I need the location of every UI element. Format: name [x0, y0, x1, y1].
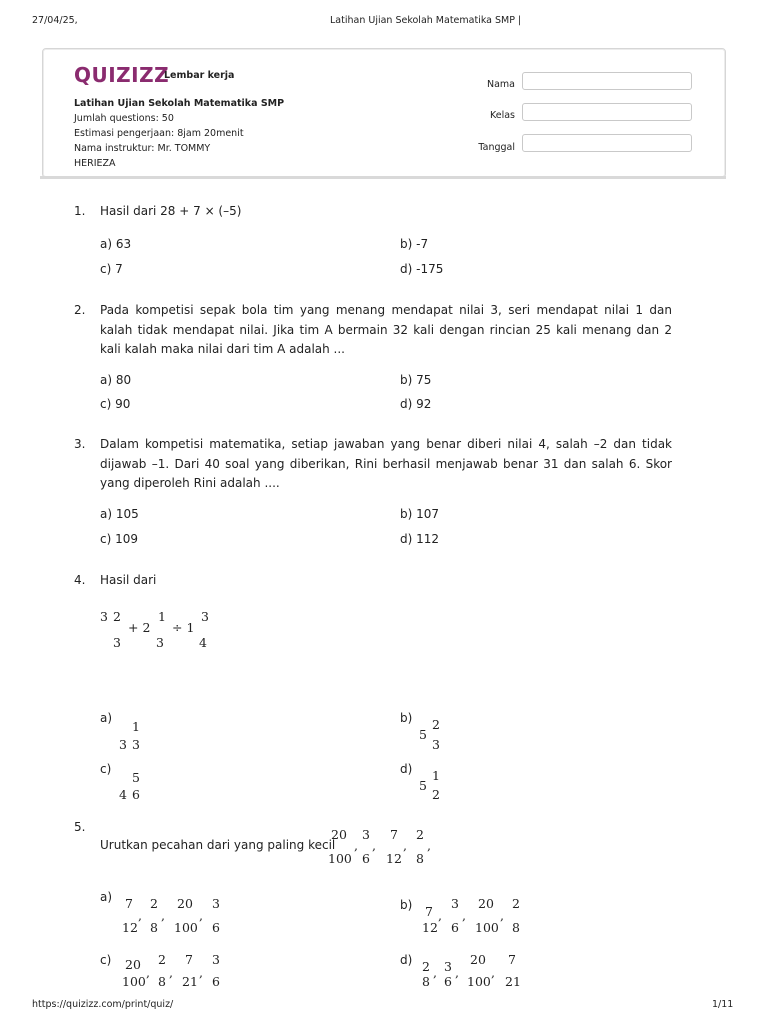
option-b: b) 107 [400, 507, 440, 521]
opt-num: 20 [470, 952, 486, 967]
expr-num: 2 [113, 609, 121, 624]
frac-sep: , [433, 965, 437, 980]
expr-den: 3 [113, 635, 121, 650]
frac-sep: , [146, 965, 150, 980]
frac-sep: , [199, 908, 203, 923]
opt-num: 2 [158, 952, 166, 967]
option-c-whole: 4 [119, 787, 127, 802]
frac-sep: , [500, 908, 504, 923]
option-d-letter: d) [400, 953, 413, 967]
opt-num: 20 [125, 957, 141, 972]
question-text: Hasil dari [100, 573, 157, 587]
opt-den: 12 [122, 920, 138, 935]
time-estimate: Estimasi pengerjaan: 8jam 20menit [74, 128, 244, 139]
header-divider [40, 176, 726, 179]
name-label: Nama [486, 79, 515, 90]
option-b-whole: 5 [419, 727, 427, 742]
opt-den: 21 [182, 974, 198, 989]
question-text: Dalam kompetisi matematika, setiap jawaban yang benar diberi nilai 4, salah –2 dan tidak dijawab –1. Dari 40 soal yang diberikan, Rini berhasil menjawab benar 31 dan salah 6. Skor yang diperoleh Rini adalah .... [100, 437, 672, 490]
option-d-letter: d) [400, 762, 413, 776]
option-c: c) 109 [100, 532, 138, 546]
print-title: Latihan Ujian Sekolah Matematika SMP | [330, 15, 522, 26]
frac-sep: , [199, 965, 203, 980]
frac-den: 100 [328, 851, 352, 866]
date-field[interactable] [522, 134, 692, 152]
frac-sep: , [462, 908, 466, 923]
option-a: a) 63 [100, 237, 132, 251]
frac-den: 8 [416, 851, 424, 866]
expr-whole: 3 [100, 609, 108, 624]
opt-den: 100 [174, 920, 198, 935]
frac-sep: , [169, 965, 173, 980]
opt-num: 2 [512, 896, 520, 911]
option-b-letter: b) [400, 898, 413, 912]
worksheet-label: Lembar kerja [164, 70, 235, 81]
frac-sep: , [403, 838, 407, 853]
option-b-num: 2 [432, 717, 440, 732]
opt-num: 7 [125, 896, 133, 911]
question-text: Urutkan pecahan dari yang paling kecil [100, 838, 336, 852]
opt-num: 3 [444, 959, 452, 974]
opt-num: 20 [478, 896, 494, 911]
opt-den: 6 [212, 920, 220, 935]
option-a-den: 3 [132, 737, 140, 752]
question-text: Hasil dari 28 + 7 × (–5) [100, 204, 242, 218]
page-number: 1/11 [712, 999, 734, 1010]
class-field[interactable] [522, 103, 692, 121]
option-c: c) 7 [100, 262, 123, 276]
question-number: 4. [74, 573, 86, 587]
expr-op-div: ÷ 1 [172, 620, 195, 635]
frac-sep: , [455, 965, 459, 980]
option-b: b) -7 [400, 237, 429, 251]
expr-den: 3 [156, 635, 164, 650]
opt-den: 100 [122, 974, 146, 989]
frac-sep: , [161, 908, 165, 923]
opt-den: 100 [475, 920, 499, 935]
expr-num: 3 [201, 609, 209, 624]
option-b: b) 75 [400, 373, 432, 387]
question-text: Pada kompetisi sepak bola tim yang menang mendapat nilai 3, seri mendapat nilai 1 dan kalah tidak mendapat nilai. Jika tim A bermain 32 kali dengan rincian 25 kali menang dan 2 kali kalah maka nilai dari tim A adalah ... [100, 303, 672, 356]
option-b-den: 3 [432, 737, 440, 752]
option-d: d) -175 [400, 262, 444, 276]
opt-num: 3 [451, 896, 459, 911]
opt-num: 3 [212, 952, 220, 967]
question-number: 3. [74, 437, 86, 451]
class-label: Kelas [489, 110, 515, 121]
option-a: a) 80 [100, 373, 132, 387]
opt-den: 12 [422, 920, 438, 935]
opt-den: 6 [451, 920, 459, 935]
frac-sep: , [354, 838, 358, 853]
option-d: d) 92 [400, 397, 432, 411]
frac-num: 2 [416, 827, 424, 842]
name-field[interactable] [522, 72, 692, 90]
expr-op-plus: + 2 [128, 620, 151, 635]
frac-sep: , [138, 908, 142, 923]
opt-den: 21 [505, 974, 521, 989]
quiz-info [74, 96, 374, 171]
opt-num: 7 [425, 904, 433, 919]
opt-den: 8 [150, 920, 158, 935]
frac-sep: , [427, 838, 431, 853]
question-number: 1. [74, 204, 86, 218]
option-d-num: 1 [432, 768, 440, 783]
opt-num: 2 [150, 896, 158, 911]
opt-den: 8 [422, 974, 430, 989]
frac-num: 3 [362, 827, 370, 842]
instructor-name-cont: HERIEZA [74, 158, 116, 169]
frac-sep: , [372, 838, 376, 853]
question-count: Jumlah questions: 50 [74, 113, 174, 124]
print-date: 27/04/25, [32, 15, 78, 26]
frac-num: 7 [390, 827, 398, 842]
opt-num: 3 [212, 896, 220, 911]
frac-num: 20 [331, 827, 347, 842]
question-number: 2. [74, 303, 86, 317]
option-a-whole: 3 [119, 737, 127, 752]
expr-num: 1 [158, 609, 166, 624]
instructor-name: Nama instruktur: Mr. TOMMY [74, 143, 211, 154]
option-c: c) 90 [100, 397, 131, 411]
opt-num: 2 [422, 959, 430, 974]
question-number: 5. [74, 820, 86, 834]
option-a-letter: a) [100, 890, 113, 904]
quizizz-logo: QUIZIZZ [74, 63, 170, 87]
expr-den: 4 [199, 635, 207, 650]
opt-den: 100 [467, 974, 491, 989]
option-c-den: 6 [132, 787, 140, 802]
option-d-den: 2 [432, 787, 440, 802]
option-c-letter: c) [100, 953, 112, 967]
opt-num: 20 [177, 896, 193, 911]
option-c-num: 5 [132, 770, 140, 785]
option-b-letter: b) [400, 711, 413, 725]
opt-num: 7 [508, 952, 516, 967]
frac-den: 6 [362, 851, 370, 866]
opt-den: 6 [212, 974, 220, 989]
opt-den: 8 [158, 974, 166, 989]
opt-num: 7 [185, 952, 193, 967]
frac-den: 12 [386, 851, 402, 866]
option-d: d) 112 [400, 532, 440, 546]
opt-den: 8 [512, 920, 520, 935]
option-a-num: 1 [132, 719, 140, 734]
option-a-letter: a) [100, 711, 113, 725]
quiz-title: Latihan Ujian Sekolah Matematika SMP [74, 98, 285, 109]
option-a: a) 105 [100, 507, 139, 521]
option-c-letter: c) [100, 762, 112, 776]
frac-sep: , [438, 908, 442, 923]
frac-sep: , [491, 965, 495, 980]
date-label: Tanggal [478, 142, 515, 153]
option-d-whole: 5 [419, 778, 427, 793]
footer-url: https://quizizz.com/print/quiz/ [32, 999, 174, 1010]
opt-den: 6 [444, 974, 452, 989]
